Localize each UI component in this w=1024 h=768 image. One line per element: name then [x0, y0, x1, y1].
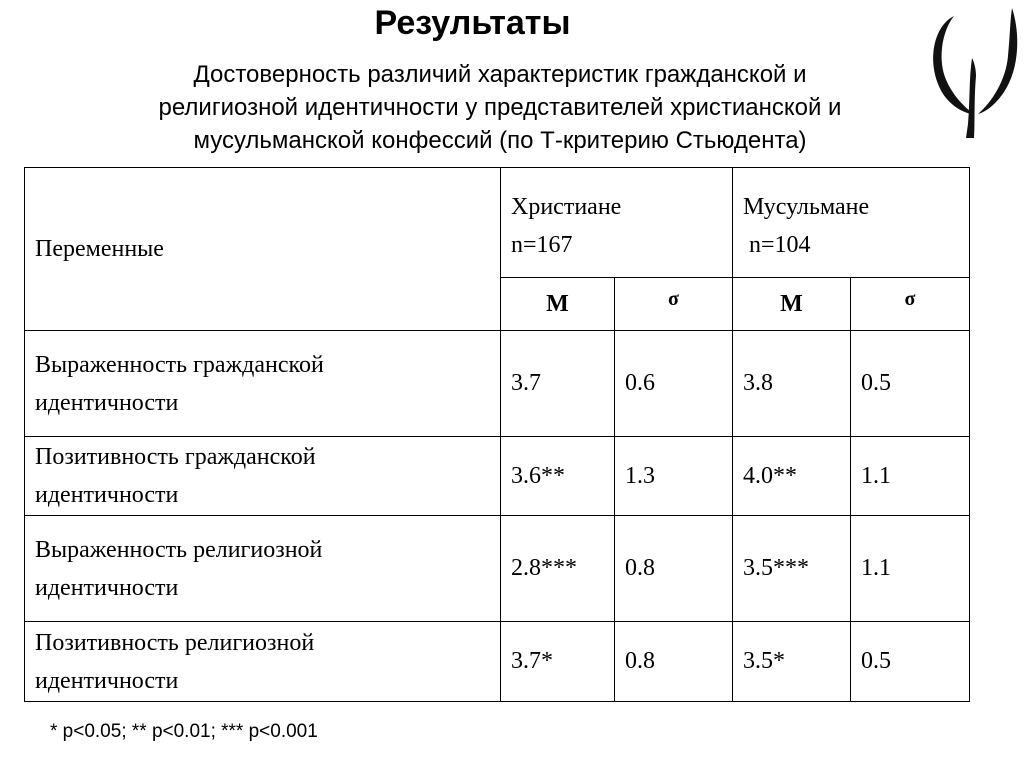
value-cell: 2.8*** [501, 516, 615, 622]
stat-header-mean: М [733, 278, 851, 331]
subtitle-line: Достоверность различий характеристик гражданской и [193, 61, 807, 88]
group-n: n=167 [511, 232, 573, 258]
group-n: n=104 [749, 232, 811, 258]
group-header-christians [501, 168, 733, 278]
value-cell: 3.7* [501, 622, 615, 702]
variable-label-line: идентичности [35, 482, 179, 508]
variable-label-line: идентичности [35, 667, 179, 694]
stat-header-mean: М [501, 278, 615, 331]
value-cell: 3.8 [733, 331, 851, 437]
subtitle-line: религиозной идентичности у представителей христианской и [158, 94, 842, 121]
slide-title: Результаты [374, 4, 571, 42]
value-cell: 0.8 [615, 622, 733, 702]
value-cell: 4.0** [733, 437, 851, 516]
value-cell: 0.6 [615, 331, 733, 437]
value-cell: 0.5 [851, 331, 970, 437]
significance-footnote: * p<0.05; ** p<0.01; *** p<0.001 [50, 721, 318, 742]
variable-label-line: Позитивность гражданской [35, 444, 316, 470]
table-row [25, 437, 970, 516]
variable-label-line: Выраженность гражданской [35, 351, 324, 378]
value-cell: 1.3 [615, 437, 733, 516]
variable-label-line: идентичности [35, 574, 179, 601]
value-cell: 3.5*** [733, 516, 851, 622]
value-cell: 1.1 [851, 437, 970, 516]
value-cell: 3.6** [501, 437, 615, 516]
value-cell: 3.5* [733, 622, 851, 702]
table-row [25, 516, 970, 622]
variable-label [25, 516, 501, 622]
variable-label [25, 331, 501, 437]
results-table [24, 167, 970, 702]
value-cell: 3.7 [501, 331, 615, 437]
value-cell: 0.5 [851, 622, 970, 702]
table-row [25, 331, 970, 437]
stat-header-sigma: σ [851, 278, 970, 331]
group-name: Христиане [511, 194, 622, 220]
variable-label-line: Выраженность религиозной [35, 536, 323, 563]
variable-label-line: Позитивность религиозной [35, 629, 315, 656]
psi-icon [922, 2, 1022, 142]
value-cell: 1.1 [851, 516, 970, 622]
variable-label-line: идентичности [35, 389, 179, 416]
group-name: Мусульмане [743, 194, 870, 220]
variable-label [25, 622, 501, 702]
value-cell: 0.8 [615, 516, 733, 622]
group-header-muslims [733, 168, 970, 278]
table-row [25, 622, 970, 702]
table-header-row [25, 168, 970, 278]
stat-header-sigma: σ [615, 278, 733, 331]
subtitle-line: мусульманской конфессий (по Т-критерию Стьюдента) [193, 127, 807, 154]
slide-subtitle [80, 58, 920, 157]
variables-header: Переменные [25, 168, 501, 331]
variable-label [25, 437, 501, 516]
